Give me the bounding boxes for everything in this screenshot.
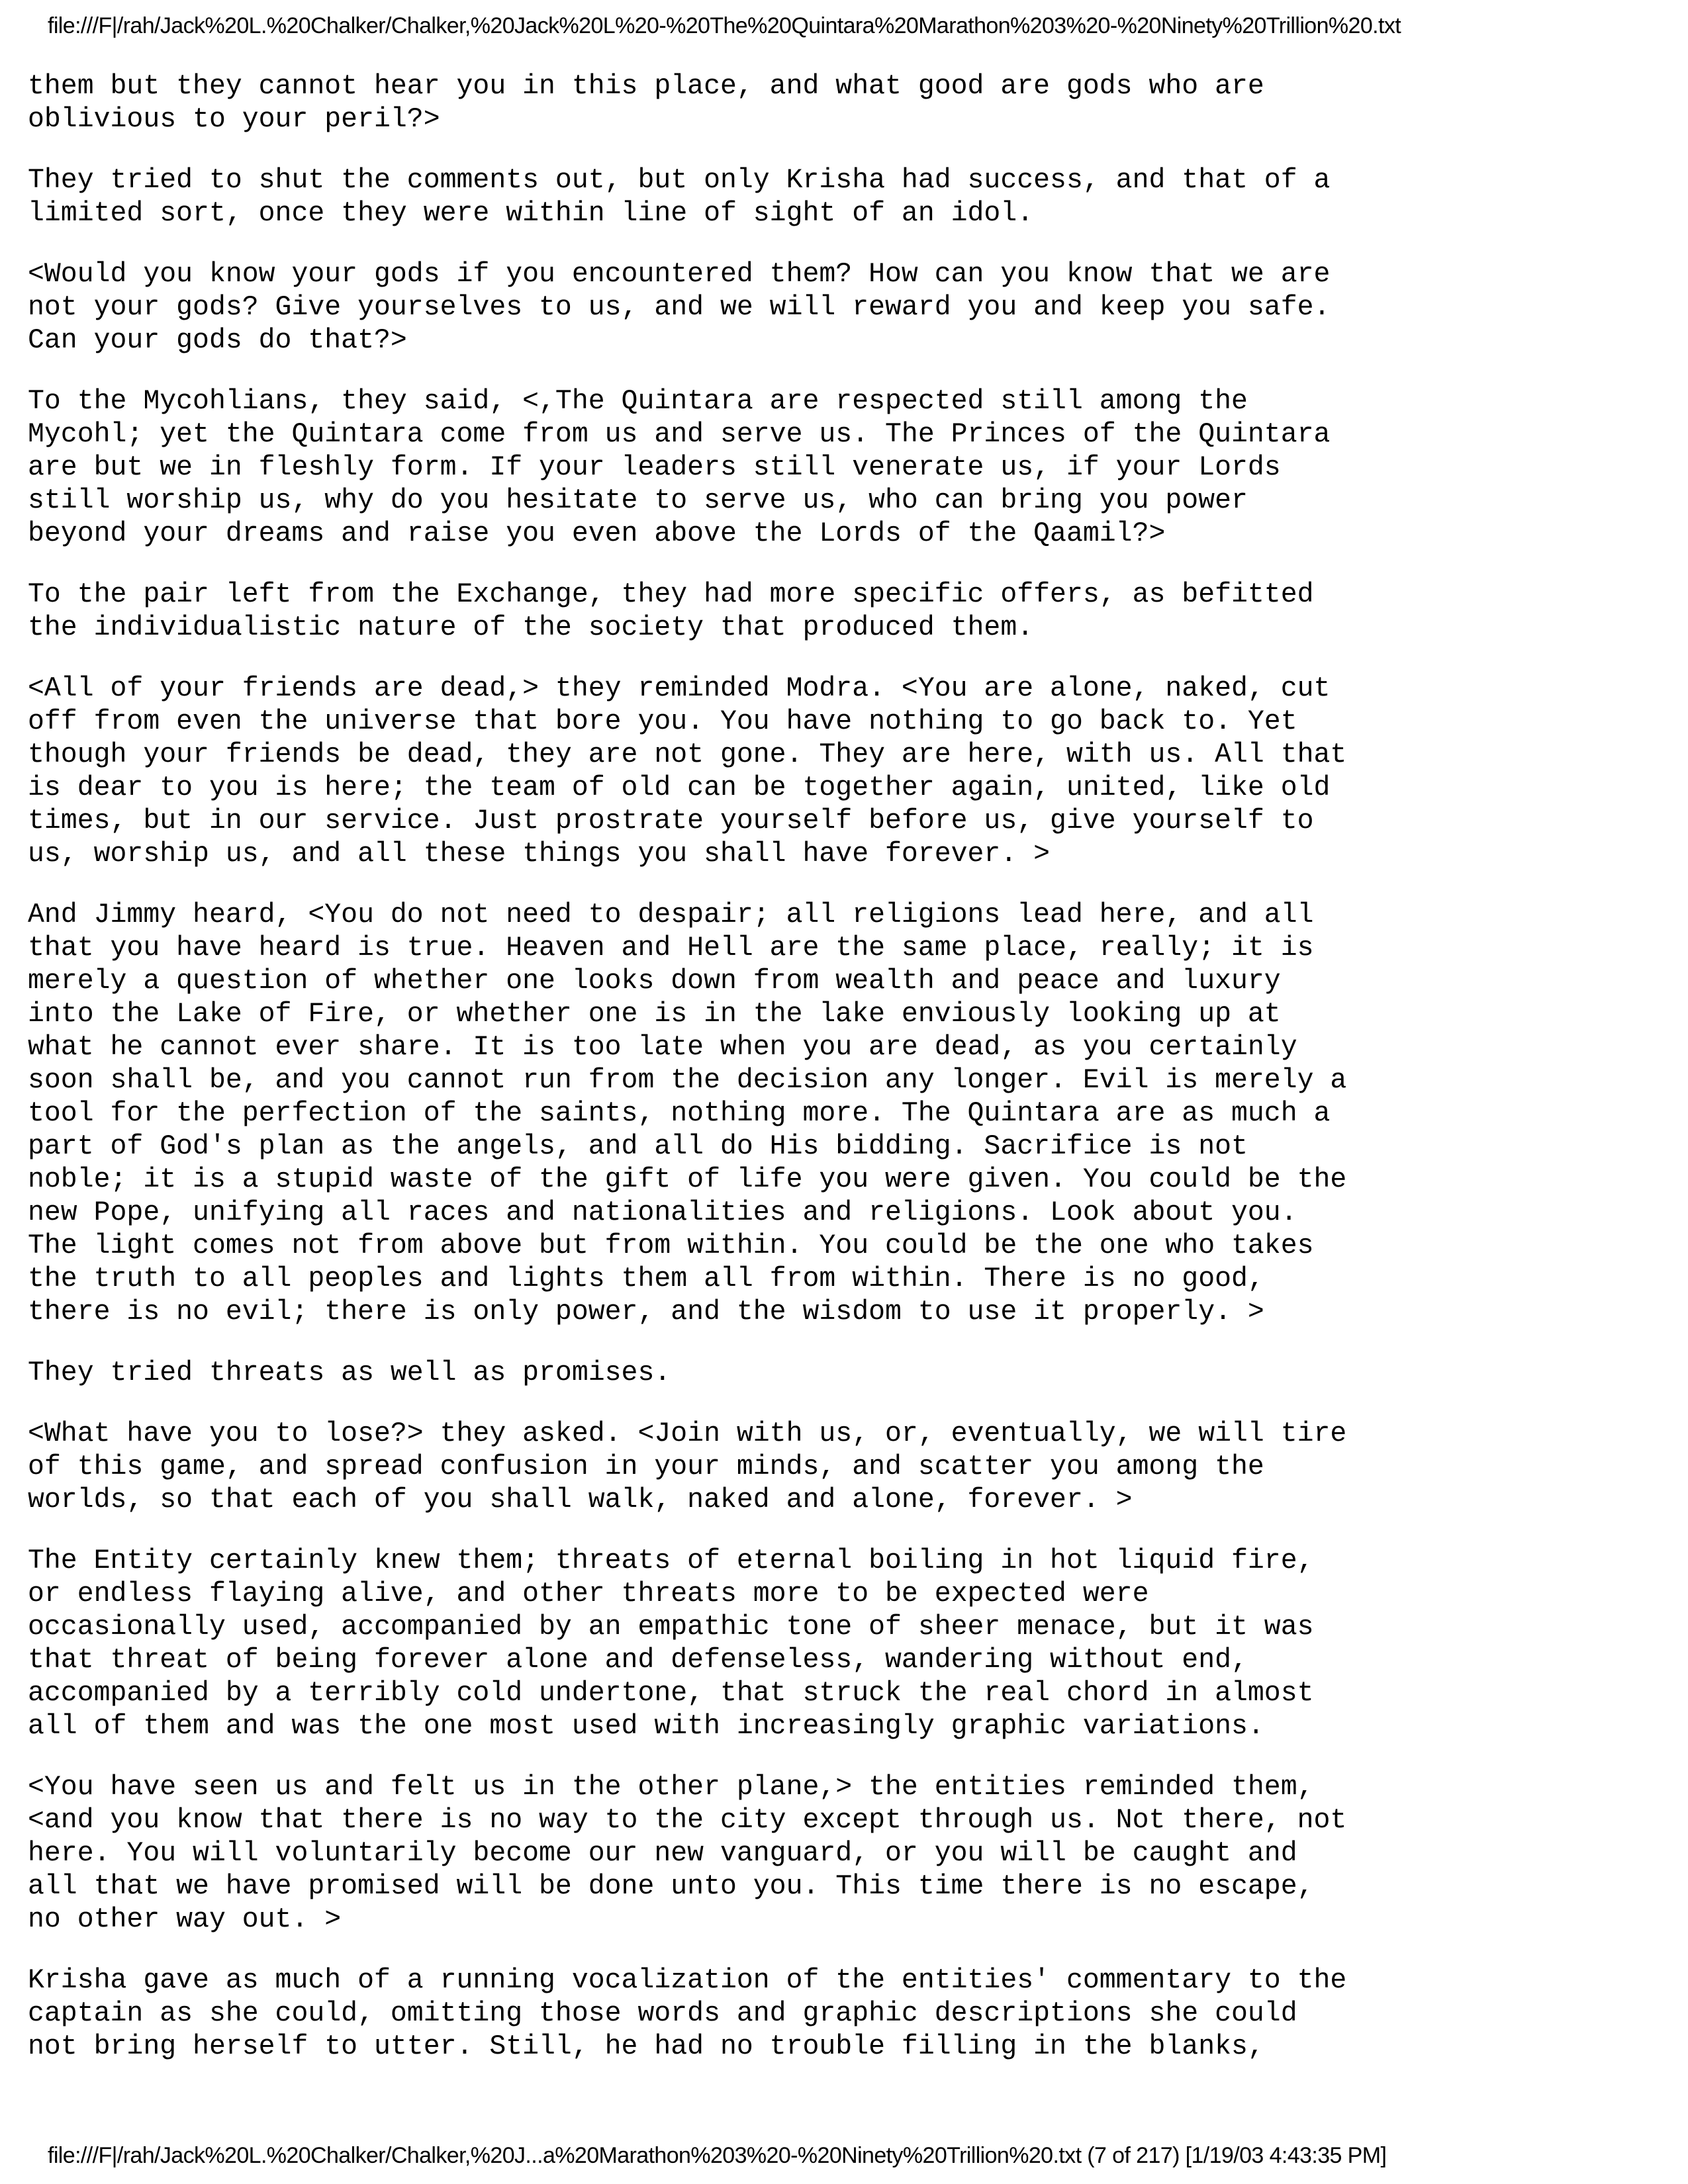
text-paragraph — [28, 672, 1352, 871]
text-paragraph — [28, 1418, 1352, 1517]
text-line: To the Mycohlians, they said, <,The Quintara are respected still among the — [28, 386, 1248, 417]
text-line: that threat of being forever alone and defenseless, wandering without end, — [28, 1645, 1248, 1676]
text-line: To the pair left from the Exchange, they had more specific offers, as befitted — [28, 579, 1314, 610]
text-line: no other way out. > — [28, 1904, 342, 1935]
text-line: <You have seen us and felt us in the other plane,> the entities reminded them, — [28, 1772, 1314, 1803]
text-line: all that we have promised will be done unto you. This time there is no escape, — [28, 1871, 1314, 1902]
text-line: <All of your friends are dead,> they reminded Modra. <You are alone, naked, cut — [28, 673, 1331, 704]
text-line: They tried to shut the comments out, but only Krisha had success, and that of a — [28, 165, 1331, 196]
text-line: <Would you know your gods if you encountered them? How can you know that we are — [28, 259, 1331, 290]
text-paragraph — [28, 70, 1352, 136]
text-line: there is no evil; there is only power, and the wisdom to use it properly. > — [28, 1297, 1264, 1328]
text-paragraph — [28, 258, 1352, 357]
text-line: not your gods? Give yourselves to us, and we will reward you and keep you safe. — [28, 292, 1331, 323]
text-line: And Jimmy heard, <You do not need to despair; all religions lead here, and all — [28, 899, 1314, 931]
text-line: them but they cannot hear you in this place, and what good are gods who are — [28, 71, 1264, 102]
text-paragraph — [28, 1964, 1352, 2064]
page-header-file-path: file:///F|/rah/Jack%20L.%20Chalker/Chalker,%20Jack%20L%20-%20The%20Quintara%20Marathon%203%20-%20Ninety%20Trillion%20.txt — [48, 13, 1401, 38]
text-line: the truth to all peoples and lights them all from within. There is no good, — [28, 1263, 1264, 1295]
text-line: Krisha gave as much of a running vocalization of the entities' commentary to the — [28, 1965, 1347, 1996]
text-paragraph — [28, 1357, 1352, 1390]
text-line: what he cannot ever share. It is too late when you are dead, as you certainly — [28, 1032, 1297, 1063]
text-line: new Pope, unifying all races and nationalities and religions. Look about you. — [28, 1197, 1297, 1228]
text-line: here. You will voluntarily become our new vanguard, or you will be caught and — [28, 1838, 1297, 1869]
text-line: are but we in fleshly form. If your leaders still venerate us, if your Lords — [28, 452, 1281, 483]
text-paragraph — [28, 1771, 1352, 1936]
document-body — [28, 70, 1352, 2091]
text-line: off from even the universe that bore you. You have nothing to go back to. Yet — [28, 706, 1297, 737]
text-line: worlds, so that each of you shall walk, naked and alone, forever. > — [28, 1484, 1133, 1516]
text-line: <What have you to lose?> they asked. <Join with us, or, eventually, we will tire — [28, 1418, 1347, 1449]
text-paragraph — [28, 164, 1352, 230]
text-line: tool for the perfection of the saints, nothing more. The Quintara are as much a — [28, 1098, 1331, 1129]
text-line: of this game, and spread confusion in your minds, and scatter you among the — [28, 1451, 1264, 1482]
text-line: into the Lake of Fire, or whether one is in the lake enviously looking up at — [28, 999, 1281, 1030]
text-line: Can your gods do that?> — [28, 325, 407, 356]
text-line: times, but in our service. Just prostrate yourself before us, give yourself to — [28, 805, 1314, 837]
text-paragraph — [28, 899, 1352, 1329]
text-line: The Entity certainly knew them; threats of eternal boiling in hot liquid fire, — [28, 1545, 1314, 1576]
text-line: beyond your dreams and raise you even above the Lords of the Qaamil?> — [28, 518, 1166, 549]
text-line: soon shall be, and you cannot run from the decision any longer. Evil is merely a — [28, 1065, 1347, 1096]
text-paragraph — [28, 1545, 1352, 1743]
text-line: all of them and was the one most used with increasingly graphic variations. — [28, 1711, 1264, 1742]
text-line: or endless flaying alive, and other threats more to be expected were — [28, 1578, 1149, 1610]
text-line: that you have heard is true. Heaven and Hell are the same place, really; it is — [28, 933, 1314, 964]
text-line: They tried threats as well as promises. — [28, 1357, 671, 1388]
text-paragraph — [28, 385, 1352, 551]
text-line: Mycohl; yet the Quintara come from us and serve us. The Princes of the Quintara — [28, 419, 1331, 450]
text-line: merely a question of whether one looks down from wealth and peace and luxury — [28, 966, 1281, 997]
text-line: The light comes not from above but from within. You could be the one who takes — [28, 1230, 1314, 1261]
text-line: captain as she could, omitting those words and graphic descriptions she could — [28, 1998, 1297, 2029]
text-line: though your friends be dead, they are not gone. They are here, with us. All that — [28, 739, 1347, 770]
text-line: not bring herself to utter. Still, he had no trouble filling in the blanks, — [28, 2031, 1264, 2062]
text-line: is dear to you is here; the team of old can be together again, united, like old — [28, 772, 1331, 803]
text-line: part of God's plan as the angels, and all do His bidding. Sacrifice is not — [28, 1131, 1248, 1162]
text-line: occasionally used, accompanied by an empathic tone of sheer menace, but it was — [28, 1612, 1314, 1643]
text-line: still worship us, why do you hesitate to serve us, who can bring you power — [28, 485, 1248, 516]
text-line: <and you know that there is no way to the city except through us. Not there, not — [28, 1805, 1347, 1836]
page-footer-file-path: file:///F|/rah/Jack%20L.%20Chalker/Chalker,%20J...a%20Marathon%203%20-%20Ninety%20Trillion%20.txt (7 of 217) [1/19/03 4:43:35 PM] — [48, 2143, 1387, 2168]
text-line: accompanied by a terribly cold undertone, that struck the real chord in almost — [28, 1678, 1314, 1709]
text-paragraph — [28, 578, 1352, 645]
text-line: limited sort, once they were within line of sight of an idol. — [28, 198, 1034, 229]
text-line: us, worship us, and all these things you shall have forever. > — [28, 839, 1051, 870]
text-line: noble; it is a stupid waste of the gift of life you were given. You could be the — [28, 1164, 1347, 1195]
text-line: the individualistic nature of the society that produced them. — [28, 612, 1034, 643]
text-line: oblivious to your peril?> — [28, 104, 440, 135]
